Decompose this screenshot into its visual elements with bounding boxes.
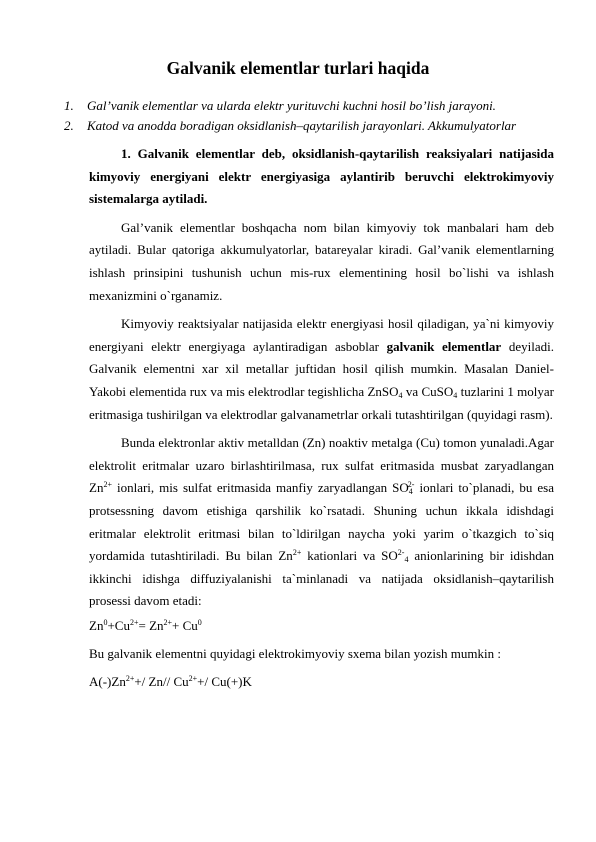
list-text: Gal’vanik elementlar va ularda elektr yurituvchi kuchni hosil bo’lish jarayoni. — [87, 98, 496, 113]
eq-part: Zn — [89, 617, 104, 633]
superscript: 2+ — [163, 617, 173, 627]
list-number: 1. — [64, 98, 74, 113]
text-segment: anionlarining bir idishdan ikkinchi idishga diffuziyalanishi ta`minlanadi va natijada oksidlanish–qaytarilish prosessi davom etadi: — [89, 548, 554, 609]
paragraph-mechanism — [89, 432, 554, 613]
paragraph-definition — [89, 313, 554, 426]
text-segment: Kimyoviy reaktsiyalar natijasida elektr energiyasi hosil qiladigan, ya`ni kimyoviy energiyani elektr energiyaga aylantiradigan asboblar — [89, 316, 554, 354]
superscript: 2- — [407, 480, 415, 490]
document-body — [89, 143, 554, 693]
text-segment: kationlari va SO — [301, 548, 398, 564]
paragraph-scheme-intro: Bu galvanik elementni quyidagi elektrokimyoviy sxema bilan yozish mumkin : — [89, 645, 501, 661]
list-text: Katod va anodda boradigan oksidlanish–qaytarilish jarayonlari. Akkumulyatorlar — [87, 118, 517, 133]
scheme-part: +/ Zn// Cu — [134, 673, 189, 689]
definition-heading: 1. Galvanik elementlar deb, oksidlanish-qaytarilish reaksiyalari natijasida kimyoviy energiyani elektr energiyasiga aylantirib beruvchi elektrokimyoviy sistemalarga aytiladi. — [89, 146, 554, 207]
subscript: 4 — [404, 555, 409, 565]
page-title: Galvanik elementlar turlari haqida — [166, 58, 430, 78]
scheme-part: A(-)Zn — [89, 673, 126, 689]
superscript: 2+ — [188, 673, 198, 683]
subscript: 4 — [408, 487, 413, 497]
eq-part: +Cu — [107, 617, 130, 633]
topic-list — [64, 96, 544, 136]
superscript: 2- — [397, 548, 405, 558]
superscript: 2+ — [292, 548, 302, 558]
superscript: 2+ — [103, 480, 112, 490]
text-segment: ionlari to`planadi, bu esa protsessning davom etishiga qarshilik ko`rsatadi. Shuning uchun ikkala idishdagi eritmalar elektrolit eritmasi bilan to`ldirilgan naycha yoki yarim o`tkazgich to`siq yordamida tutashtiriladi. Bu bilan Zn — [89, 480, 554, 564]
subscript: 4 — [398, 390, 403, 400]
text-segment: va CuSO — [402, 383, 454, 399]
electrochemical-scheme — [89, 671, 554, 693]
superscript: 2+ — [125, 673, 135, 683]
superscript: 0 — [103, 617, 108, 627]
text-segment: deyiladi. Galvanik elementni xar xil metallar juftidan hosil qilish mumkin. Masalan Daniel-Yakobi elementida rux va mis elektrodlar tegishlicha ZnSO — [89, 338, 554, 399]
scheme-part: +/ Cu(+)K — [197, 673, 252, 689]
bold-term: galvanik elementlar — [386, 338, 502, 354]
reaction-equation — [89, 615, 554, 637]
paragraph-intro: Gal’vanik elementlar boshqacha nom bilan kimyoviy tok manbalari ham deb aytiladi. Bular qatoriga akkumulyatorlar, batareyalar kiradi. Gal’vanik elementlarning ishlash prinsipini tushunish uchun mis-rux elementining hosil bo`lishi va ishlash mexanizmini o`rganamiz. — [89, 219, 554, 303]
superscript: 0 — [197, 617, 202, 627]
list-item — [64, 116, 544, 136]
list-item — [64, 96, 544, 116]
text-segment: tuzlarini 1 molyar eritmasiga tushirilgan va elektrodlar galvanametrlar orkali tutashtirilgan (quyidagi rasm). — [89, 383, 554, 422]
text-segment: ionlari, mis sulfat eritmasida manfiy zaryadlangan SO — [111, 480, 409, 496]
superscript: 2+ — [129, 617, 139, 627]
list-number: 2. — [64, 118, 74, 133]
eq-part: + Cu — [172, 617, 198, 633]
eq-part: = Zn — [138, 617, 164, 633]
subscript: 4 — [453, 390, 458, 400]
text-segment: Bunda elektronlar aktiv metalldan (Zn) noaktiv metalga (Cu) tomon yunaladi.Agar elektrolit eritmalar uzaro birlashtirilmasa, rux sulfat eritmasida musbat zaryadlangan Zn — [89, 435, 554, 496]
